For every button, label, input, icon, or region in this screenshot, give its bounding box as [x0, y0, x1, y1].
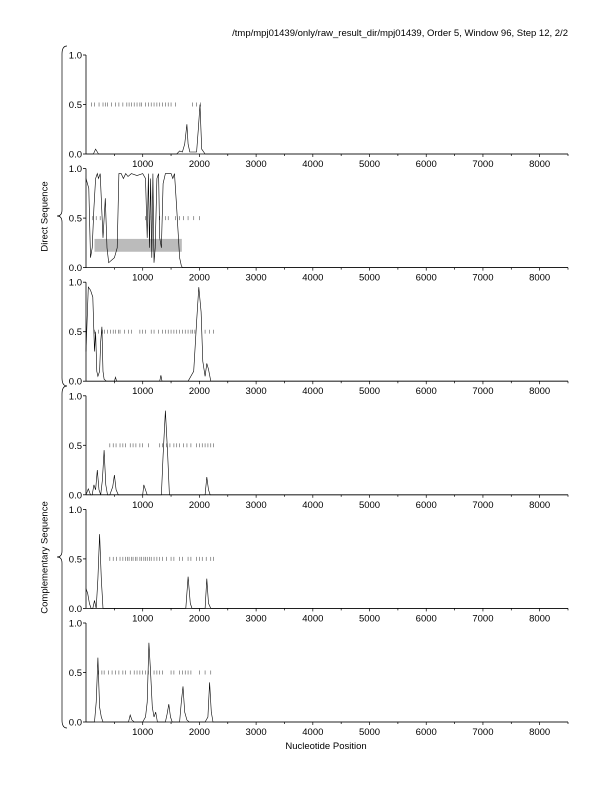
frame-3-chart: [69, 278, 568, 398]
y-tick-label: 1.0: [68, 277, 82, 289]
figure-title: /tmp/mpj01439/only/raw_result_dir/mpj01439, Order 5, Window 96, Step 12, 2/2: [232, 28, 568, 39]
x-tick-label: 2000: [188, 613, 210, 625]
y-tick-label: 0.0: [68, 490, 82, 502]
x-tick-label: 1000: [132, 613, 154, 625]
series-line: [86, 534, 568, 608]
x-tick-label: 5000: [358, 386, 381, 398]
complementary-sequence-label: Complementary Sequence: [39, 500, 51, 614]
series-line: [86, 174, 568, 268]
frame-4-chart: [69, 391, 568, 511]
x-tick-label: 4000: [302, 727, 324, 738]
x-tick-label: 6000: [415, 272, 437, 284]
x-tick-label: 4000: [302, 386, 324, 398]
x-tick-label: 7000: [472, 386, 494, 398]
group-braces: [57, 46, 67, 728]
x-tick-label: 8000: [529, 727, 551, 738]
frame-1-chart: [69, 51, 568, 171]
series-line: [86, 105, 568, 155]
x-tick-label: 4000: [302, 499, 324, 511]
x-tick-label: 7000: [472, 727, 494, 738]
frame-6-chart: [69, 619, 568, 739]
x-tick-label: 4000: [302, 272, 324, 284]
y-tick-label: 1.0: [68, 504, 82, 516]
x-tick-label: 8000: [529, 159, 551, 170]
x-tick-label: 2000: [188, 272, 210, 284]
x-tick-label: 6000: [415, 499, 437, 511]
x-tick-label: 8000: [529, 272, 551, 284]
x-tick-label: 8000: [529, 386, 551, 398]
direct-sequence-label: Direct Sequence: [39, 180, 51, 252]
y-tick-label: 0.0: [68, 263, 82, 275]
x-tick-label: 4000: [302, 613, 324, 625]
x-tick-label: 7000: [472, 499, 494, 511]
x-tick-label: 8000: [529, 613, 551, 625]
series-line: [86, 643, 568, 722]
x-tick-label: 1000: [132, 499, 154, 511]
x-tick-label: 1000: [132, 386, 154, 398]
x-tick-label: 8000: [529, 499, 551, 511]
frame-2-chart: [69, 164, 568, 284]
y-tick-label: 0.5: [68, 327, 82, 339]
y-tick-label: 1.0: [68, 50, 82, 62]
x-tick-label: 6000: [415, 386, 437, 398]
y-tick-label: 0.5: [68, 213, 82, 225]
y-tick-label: 0.0: [68, 376, 82, 388]
x-tick-label: 3000: [245, 272, 267, 284]
frame-5-chart: [69, 505, 568, 625]
y-tick-label: 0.5: [68, 554, 82, 566]
x-tick-label: 3000: [245, 727, 267, 738]
x-tick-label: 4000: [302, 159, 324, 170]
x-tick-label: 5000: [358, 159, 381, 170]
x-tick-label: 1000: [132, 272, 154, 284]
y-tick-label: 1.0: [68, 618, 82, 630]
x-tick-label: 3000: [245, 159, 267, 170]
x-tick-label: 5000: [358, 727, 381, 738]
x-tick-label: 3000: [245, 386, 267, 398]
series-line: [86, 411, 568, 495]
complementary-sequence-brace: [57, 386, 67, 728]
x-tick-label: 6000: [415, 727, 437, 738]
x-tick-label: 5000: [358, 272, 381, 284]
y-tick-label: 1.0: [68, 164, 82, 176]
x-tick-label: 2000: [188, 159, 210, 170]
x-tick-label: 5000: [358, 499, 381, 511]
x-tick-label: 2000: [188, 727, 210, 738]
x-tick-label: 7000: [472, 272, 494, 284]
x-tick-label: 5000: [358, 613, 381, 625]
x-tick-label: 2000: [188, 386, 210, 398]
x-tick-label: 3000: [245, 499, 267, 511]
x-tick-label: 7000: [472, 159, 494, 170]
x-tick-label: 3000: [245, 613, 267, 625]
x-tick-label: 6000: [415, 613, 437, 625]
x-tick-label: 7000: [472, 613, 494, 625]
y-tick-label: 0.0: [68, 149, 82, 161]
x-tick-label: 6000: [415, 159, 437, 170]
highlight-region: [95, 239, 182, 252]
x-axis-title: Nucleotide Position: [285, 741, 367, 752]
y-tick-label: 0.5: [68, 100, 82, 111]
y-tick-label: 0.5: [68, 440, 82, 452]
y-tick-label: 0.5: [68, 668, 82, 679]
y-tick-label: 0.0: [68, 603, 82, 615]
x-tick-label: 1000: [132, 727, 154, 738]
direct-sequence-brace: [57, 46, 67, 386]
x-tick-label: 1000: [132, 159, 154, 170]
y-tick-label: 0.0: [68, 717, 82, 729]
chart-panels: [69, 51, 568, 739]
series-line: [86, 287, 568, 381]
x-tick-label: 2000: [188, 499, 210, 511]
y-tick-label: 1.0: [68, 391, 82, 403]
